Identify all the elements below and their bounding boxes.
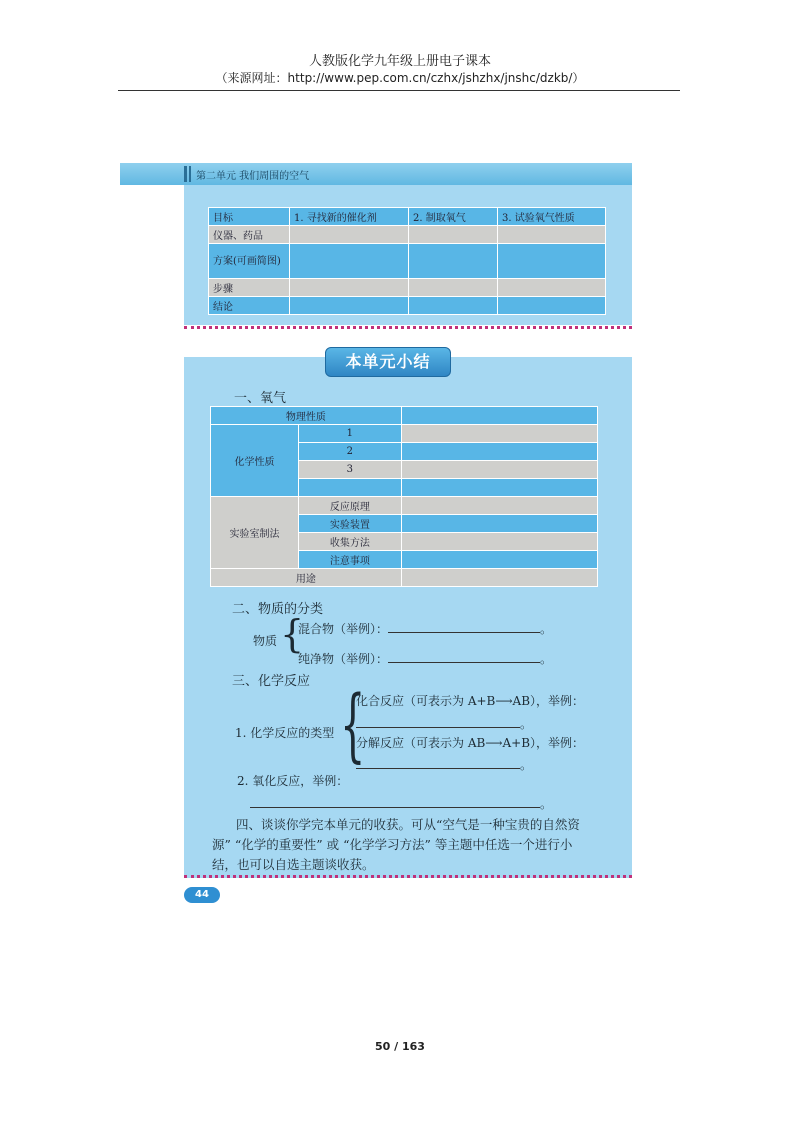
row-index: 3 <box>298 461 401 479</box>
header-rule <box>118 90 680 91</box>
experiment-table <box>208 207 606 315</box>
decomposition-blank-line <box>356 756 532 773</box>
section-classification-title: 二、物质的分类 <box>232 602 324 617</box>
row-label: 化学性质 <box>211 425 299 497</box>
row-label: 实验室制法 <box>211 497 299 569</box>
row-label: 仪器、药品 <box>209 226 290 244</box>
reflection-line-2: 源” “化学的重要性” 或 “化学学习方法” 等主题中任选一个进行小 <box>212 837 573 852</box>
table-header-cell: 2. 制取氧气 <box>409 208 498 226</box>
summary-title: 本单元小结 <box>325 347 451 377</box>
answer-blank[interactable] <box>388 632 540 633</box>
table-row <box>211 407 598 425</box>
row-label: 反应原理 <box>298 497 401 515</box>
oxygen-summary-table <box>210 406 598 587</box>
row-index: 2 <box>298 443 401 461</box>
period: 。 <box>540 652 553 666</box>
oxidation-blank-line <box>250 795 552 812</box>
decomposition-line: 分解反应（可表示为 AB⟶A+B），举例： <box>356 736 585 750</box>
period: 。 <box>540 797 553 811</box>
row-label: 用途 <box>211 569 402 587</box>
row-label: 收集方法 <box>298 533 401 551</box>
table-row <box>209 297 606 315</box>
table-row <box>209 208 606 226</box>
table-header-cell: 1. 寻找新的催化剂 <box>290 208 409 226</box>
row-label: 注意事项 <box>298 551 401 569</box>
textbook-page-scan <box>120 163 632 912</box>
row-label: 实验装置 <box>298 515 401 533</box>
reaction-types-label: 1. 化学反应的类型 <box>235 726 335 740</box>
answer-blank[interactable] <box>356 768 520 769</box>
substance-label: 物质 <box>253 634 278 648</box>
pdf-page-indicator: 50 / 163 <box>375 1040 425 1053</box>
brace-icon: { <box>340 678 366 771</box>
mixture-label: 混合物（举例）： <box>298 622 389 636</box>
unit-banner-text: 第二单元 我们周围的空气 <box>196 171 310 182</box>
row-label: 方案(可画简图) <box>209 244 290 279</box>
pure-label: 纯净物（举例）： <box>298 652 389 666</box>
table-row <box>211 497 598 515</box>
combination-line: 化合反应（可表示为 A+B⟶AB），举例： <box>356 694 585 708</box>
period: 。 <box>540 622 553 636</box>
period: 。 <box>520 758 533 772</box>
table-header-cell: 目标 <box>209 208 290 226</box>
section-oxygen-title: 一、氧气 <box>234 391 287 406</box>
period: 。 <box>520 717 533 731</box>
reflection-line-1: 四、谈谈你学完本单元的收获。可从“空气是一种宝贵的自然资 <box>236 817 580 832</box>
answer-blank[interactable] <box>388 662 540 663</box>
row-label: 步骤 <box>209 279 290 297</box>
oxidation-line: 2. 氧化反应，举例： <box>237 774 349 788</box>
table-row <box>209 244 606 279</box>
doc-header-title: 人教版化学九年级上册电子课本 <box>308 54 491 69</box>
row-label: 物理性质 <box>211 407 402 425</box>
answer-blank[interactable] <box>356 727 520 728</box>
brace-icon: { <box>280 612 305 656</box>
answer-blank[interactable] <box>250 807 540 808</box>
row-index: 1 <box>298 425 401 443</box>
table-row <box>211 569 598 587</box>
table-row <box>211 425 598 443</box>
row-label: 结论 <box>209 297 290 315</box>
banner-stripe <box>184 166 187 182</box>
doc-header-source: （来源网址：http://www.pep.com.cn/czhx/jshzhx/jnshc/dzkb/） <box>215 71 585 85</box>
dotted-divider <box>184 875 632 878</box>
table-header-cell: 3. 试验氧气性质 <box>498 208 606 226</box>
reflection-line-3: 结，也可以自选主题谈收获。 <box>212 857 375 872</box>
table-row <box>209 279 606 297</box>
dotted-divider <box>184 326 632 329</box>
section-reaction-title: 三、化学反应 <box>232 674 311 689</box>
combination-blank-line <box>356 715 532 732</box>
book-page-number: 44 <box>184 887 220 903</box>
banner-stripe <box>189 166 191 182</box>
table-row <box>209 226 606 244</box>
pure-line <box>298 650 552 667</box>
mixture-line <box>298 620 552 637</box>
unit-banner <box>120 163 632 185</box>
